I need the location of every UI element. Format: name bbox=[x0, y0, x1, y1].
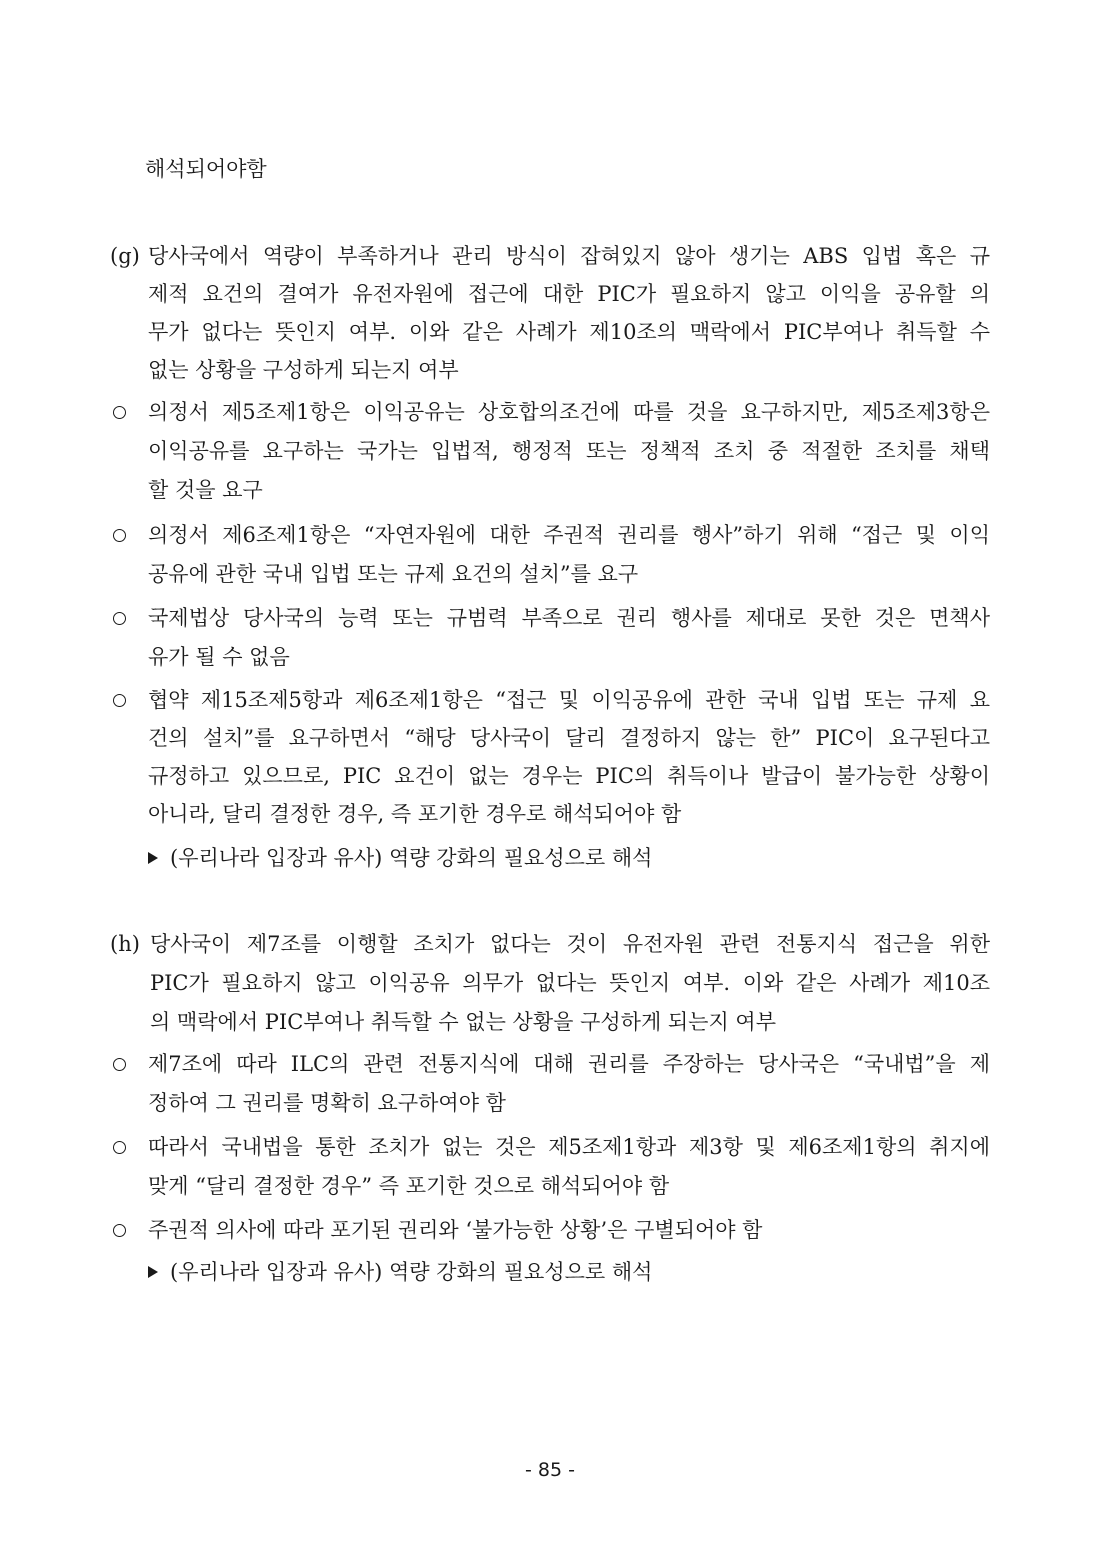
section-h-bullet-line: 정하여 그 권리를 명확히 요구하여야 함 bbox=[148, 1091, 506, 1115]
page-number: - 85 - bbox=[525, 1459, 575, 1481]
section-g-bullet-line: 공유에 관한 국내 입법 또는 규제 요건의 설치”를 요구 bbox=[148, 562, 639, 586]
section-g-heading-line: 제적 요건의 결여가 유전자원에 접근에 대한 PIC가 필요하지 않고 이익을 공유할 의 bbox=[148, 282, 990, 306]
continuation-text: 해석되어야함 bbox=[145, 157, 267, 181]
section-h-label: (h) bbox=[110, 932, 140, 956]
section-h-bullet-line: 제7조에 따라 ILC의 관련 전통지식에 대해 권리를 주장하는 당사국은 “국내법”을 제 bbox=[148, 1052, 990, 1076]
section-g-bullet-line: 규정하고 있으므로, PIC 요건이 없는 경우는 PIC의 취득이나 발급이 불가능한 상황이 bbox=[148, 764, 990, 788]
bullet-circle-icon bbox=[113, 612, 126, 625]
section-g-heading-line: 당사국에서 역량이 부족하거나 관리 방식이 잡혀있지 않아 생기는 ABS 입법 혹은 규 bbox=[148, 244, 990, 268]
section-g-bullet-line: 의정서 제6조제1항은 “자연자원에 대한 주권적 권리를 행사”하기 위해 “접근 및 이익 bbox=[148, 523, 990, 547]
section-g-position-note: (우리나라 입장과 유사) 역량 강화의 필요성으로 해석 bbox=[170, 846, 653, 870]
section-g-bullet-line: 아니라, 달리 결정한 경우, 즉 포기한 경우로 해석되어야 함 bbox=[148, 802, 682, 826]
triangle-bullet-icon bbox=[148, 1266, 158, 1278]
section-h-heading-line: 의 맥락에서 PIC부여나 취득할 수 없는 상황을 구성하게 되는지 여부 bbox=[150, 1010, 777, 1034]
bullet-circle-icon bbox=[113, 1058, 126, 1071]
section-g-bullet-line: 유가 될 수 없음 bbox=[148, 645, 290, 669]
section-g-bullet-line: 할 것을 요구 bbox=[148, 478, 263, 502]
triangle-bullet-icon bbox=[148, 852, 158, 864]
bullet-circle-icon bbox=[113, 406, 126, 419]
section-h-heading-line: 당사국이 제7조를 이행할 조치가 없다는 것이 유전자원 관련 전통지식 접근을 위한 bbox=[150, 932, 990, 956]
bullet-circle-icon bbox=[113, 1141, 126, 1154]
section-g-bullet-line: 협약 제15조제5항과 제6조제1항은 “접근 및 이익공유에 관한 국내 입법 또는 규제 요 bbox=[148, 688, 990, 712]
section-g-heading-line: 없는 상황을 구성하게 되는지 여부 bbox=[148, 358, 459, 382]
section-g-bullet-line: 건의 설치”를 요구하면서 “해당 당사국이 달리 결정하지 않는 한” PIC이 요구된다고 bbox=[148, 726, 990, 750]
section-g-label: (g) bbox=[110, 244, 140, 268]
bullet-circle-icon bbox=[113, 529, 126, 542]
section-h-position-note: (우리나라 입장과 유사) 역량 강화의 필요성으로 해석 bbox=[170, 1260, 653, 1284]
section-g-bullet-line: 국제법상 당사국의 능력 또는 규범력 부족으로 권리 행사를 제대로 못한 것은 면책사 bbox=[148, 606, 990, 630]
section-g-heading-line: 무가 없다는 뜻인지 여부. 이와 같은 사례가 제10조의 맥락에서 PIC부여나 취득할 수 bbox=[148, 320, 990, 344]
section-h-bullet-line: 맞게 “달리 결정한 경우” 즉 포기한 것으로 해석되어야 함 bbox=[148, 1174, 670, 1198]
section-g-bullet-line: 이익공유를 요구하는 국가는 입법적, 행정적 또는 정책적 조치 중 적절한 조치를 채택 bbox=[148, 439, 990, 463]
section-h-bullet-line: 따라서 국내법을 통한 조치가 없는 것은 제5조제1항과 제3항 및 제6조제1항의 취지에 bbox=[148, 1135, 990, 1159]
bullet-circle-icon bbox=[113, 1224, 126, 1237]
bullet-circle-icon bbox=[113, 694, 126, 707]
section-g-bullet-line: 의정서 제5조제1항은 이익공유는 상호합의조건에 따를 것을 요구하지만, 제5조제3항은 bbox=[148, 400, 990, 424]
section-h-bullet-line: 주권적 의사에 따라 포기된 권리와 ‘불가능한 상황’은 구별되어야 함 bbox=[148, 1218, 763, 1242]
section-h-heading-line: PIC가 필요하지 않고 이익공유 의무가 없다는 뜻인지 여부. 이와 같은 사례가 제10조 bbox=[150, 971, 990, 995]
